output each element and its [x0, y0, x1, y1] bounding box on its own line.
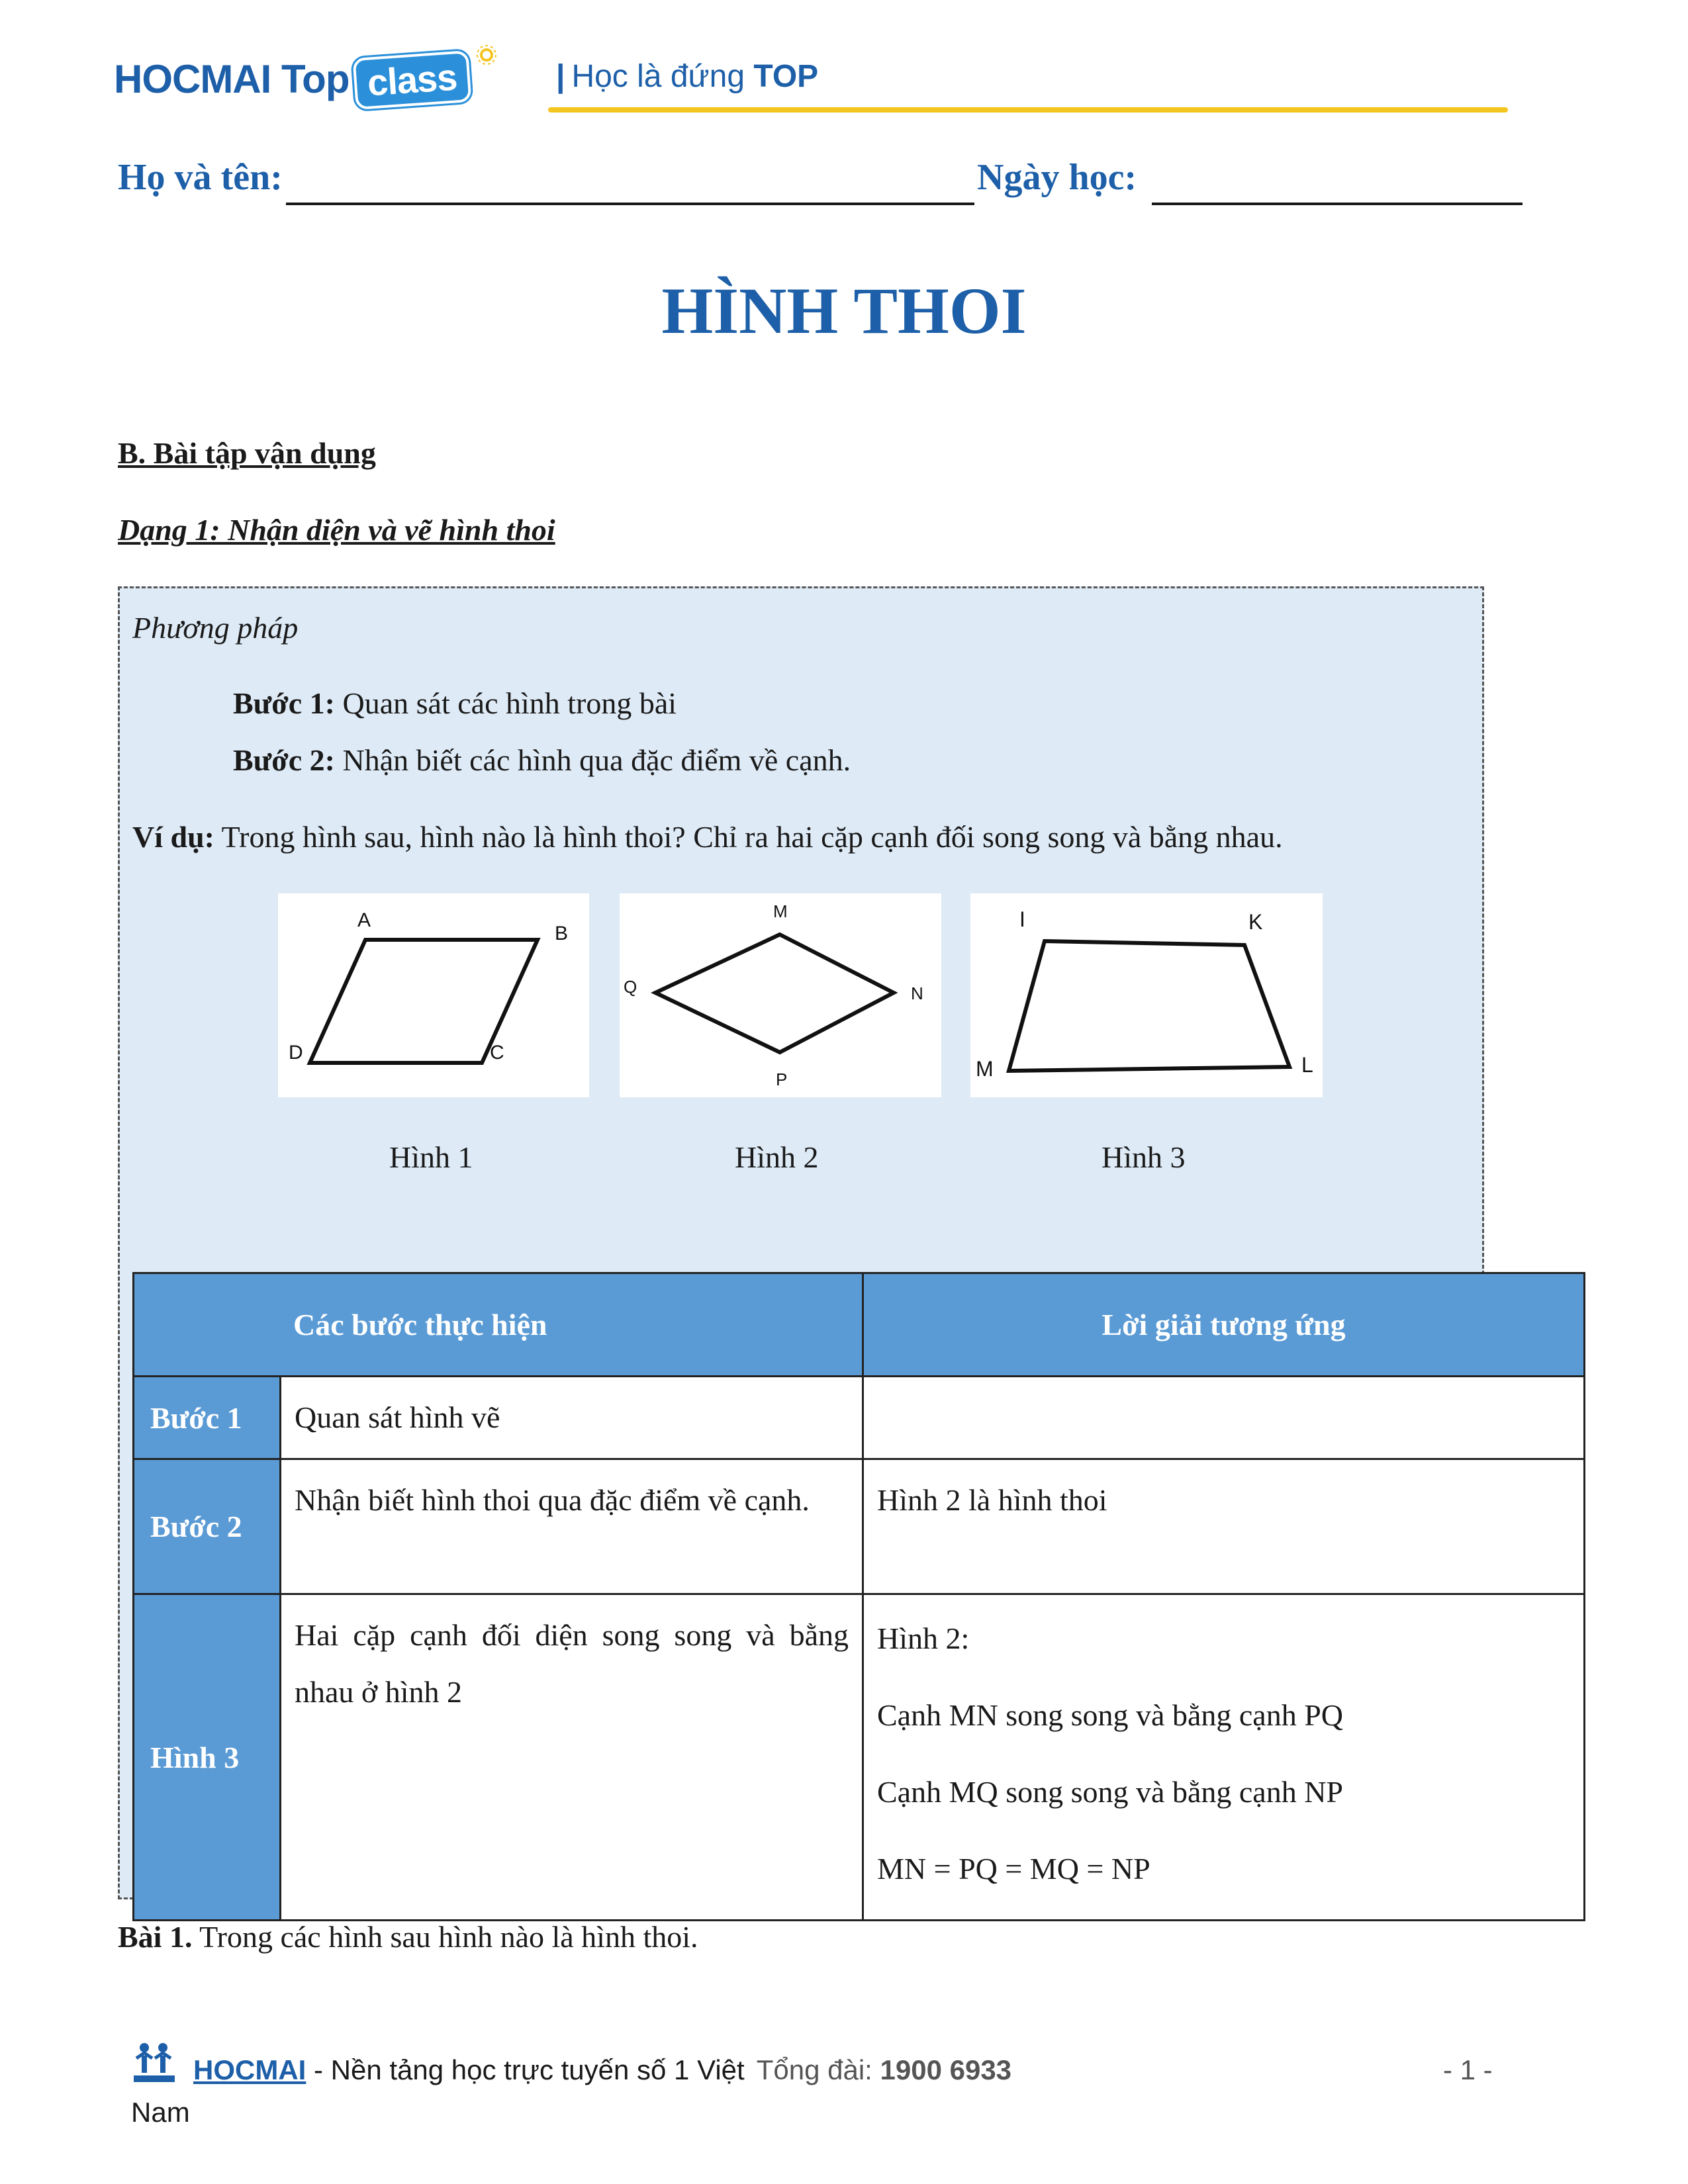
solution-line: Hình 2: — [877, 1621, 970, 1655]
slogan-bar: | — [556, 59, 565, 94]
slogan-top: TOP — [753, 59, 819, 94]
vertex-label-a: A — [357, 909, 371, 931]
figure-1-parallelogram — [278, 893, 589, 1097]
footer-tagline-text: - Nền tảng học trực tuyến số 1 Việt — [306, 2054, 745, 2085]
date-field-line[interactable] — [1152, 203, 1523, 205]
vertex-label-k: K — [1248, 910, 1263, 934]
table-row — [134, 1459, 1585, 1594]
step-1-text: Quan sát các hình trong bài — [335, 686, 677, 720]
solution-cell — [863, 1377, 1585, 1459]
vertex-label-m: M — [773, 901, 788, 921]
exercise-1 — [118, 1919, 698, 1954]
trapezoid-shape — [1009, 941, 1289, 1071]
example-prompt — [132, 819, 1283, 854]
solution-line: MN = PQ = MQ = NP — [877, 1852, 1150, 1886]
table-header-row — [134, 1273, 1585, 1377]
page-number: - 1 - — [1443, 2054, 1493, 2085]
solution-cell — [863, 1594, 1585, 1921]
steps-table — [132, 1272, 1585, 1921]
footer-hotline-label: Tổng đài: — [756, 2054, 880, 2085]
vertex-label-d: D — [289, 1042, 303, 1064]
header-solution: Lời giải tương ứng — [863, 1273, 1585, 1377]
vertex-label-p: P — [776, 1069, 788, 1089]
subsection-heading: Dạng 1: Nhận diện và vẽ hình thoi — [118, 513, 555, 547]
method-step-2 — [233, 743, 851, 778]
header-divider — [548, 107, 1508, 113]
sun-icon — [475, 44, 498, 66]
logo-main-text: HOCMAI Top — [114, 57, 350, 101]
name-field-line[interactable] — [286, 203, 974, 205]
step-cell: Quan sát hình vẽ — [281, 1377, 863, 1459]
vertex-label-c: C — [490, 1042, 504, 1064]
solution-cell: Hình 2 là hình thoi — [863, 1459, 1585, 1594]
vertex-label-l: L — [1301, 1053, 1313, 1077]
footer-brand-link[interactable]: HOCMAI — [193, 2054, 306, 2085]
table-row — [134, 1377, 1585, 1459]
vertex-label-m2: M — [976, 1057, 994, 1081]
example-label: Ví dụ: — [132, 820, 214, 854]
hocmai-topclass-logo — [114, 54, 471, 106]
row-label: Hình 3 — [134, 1594, 281, 1921]
footer-tagline — [193, 2054, 1011, 2086]
vertex-label-i: I — [1019, 907, 1025, 931]
step-cell: Hai cặp cạnh đối diện song song và bằng nhau ở hình 2 — [281, 1594, 863, 1921]
solution-line: Cạnh MQ song song và bằng cạnh NP — [877, 1775, 1343, 1809]
exercise-1-label: Bài 1. — [118, 1920, 193, 1954]
vertex-label-b: B — [555, 923, 569, 944]
vertex-label-q: Q — [624, 977, 637, 997]
header-steps: Các bước thực hiện — [134, 1273, 863, 1377]
figure-3-trapezoid — [970, 893, 1323, 1097]
slogan-text: Học là đứng — [571, 59, 745, 94]
method-step-1 — [233, 686, 677, 721]
vertex-label-n: N — [911, 983, 923, 1003]
method-label: Phương pháp — [132, 611, 299, 645]
step-2-label: Bước 2: — [233, 743, 335, 777]
date-label: Ngày học: — [977, 157, 1137, 198]
page-title: HÌNH THOI — [661, 274, 1027, 347]
footer-hotline: 1900 6933 — [880, 2054, 1012, 2085]
row-label: Bước 2 — [134, 1459, 281, 1594]
logo-class-badge: class — [353, 50, 472, 110]
solution-line: Cạnh MN song song và bằng cạnh PQ — [877, 1698, 1343, 1732]
footer-tagline-cont: Nam — [131, 2097, 190, 2128]
figure-2-rhombus — [620, 893, 941, 1097]
section-heading: B. Bài tập vận dụng — [118, 436, 376, 470]
exercise-1-text: Trong các hình sau hình nào là hình thoi. — [192, 1920, 698, 1954]
rhombus-shape — [655, 934, 894, 1052]
hocmai-footer-icon — [131, 2038, 177, 2085]
example-text: Trong hình sau, hình nào là hình thoi? Chỉ ra hai cặp cạnh đối song song và bằng nhau. — [214, 820, 1283, 854]
step-2-text: Nhận biết các hình qua đặc điểm về cạnh. — [335, 743, 851, 777]
slogan — [556, 58, 818, 95]
figure-3-caption: Hình 3 — [1102, 1140, 1186, 1174]
name-label: Họ và tên: — [118, 157, 283, 198]
step-cell: Nhận biết hình thoi qua đặc điểm về cạnh. — [281, 1459, 863, 1594]
step-1-label: Bước 1: — [233, 686, 335, 720]
figure-2-caption: Hình 2 — [735, 1140, 819, 1174]
table-row — [134, 1594, 1585, 1921]
row-label: Bước 1 — [134, 1377, 281, 1459]
figure-1-caption: Hình 1 — [389, 1140, 473, 1174]
